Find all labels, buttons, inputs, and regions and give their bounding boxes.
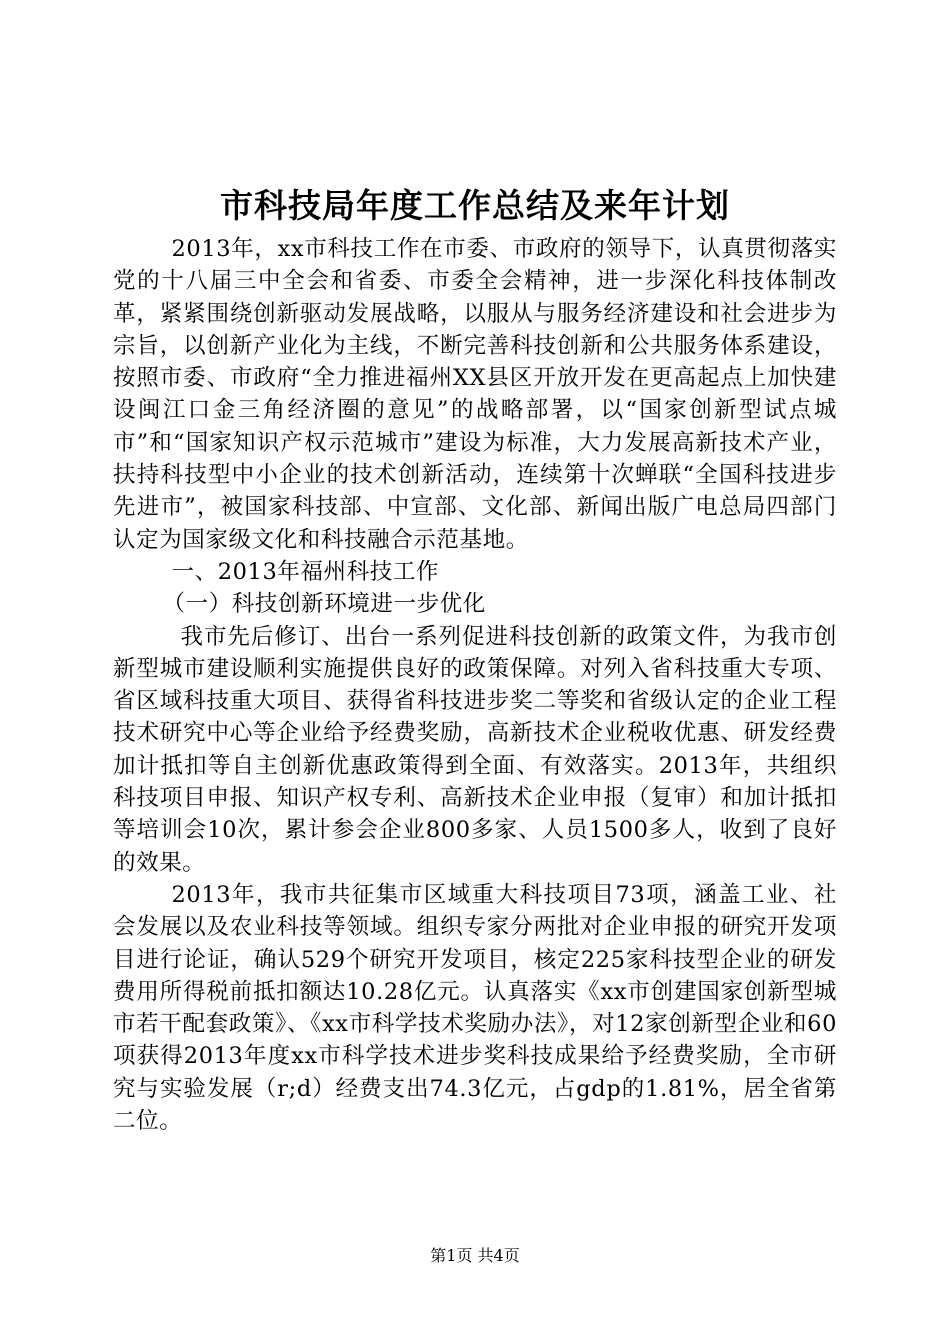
subsection-heading: （一）科技创新环境进一步优化: [162, 591, 486, 618]
document-body: [113, 233, 837, 1137]
body-paragraph: 2013年，我市共征集市区域重大科技项目73项，涵盖工业、社会发展以及农业科技等领域。组织专家分两批对企业申报的研究开发项目进行论证，确认529个研究开发项目，核定225家科技型企业的研发费用所得税前抵扣额达10.28亿元。认真落实《xx市创建国家创新型城市若干配套政策》、《xx市科学技术奖励办法》，对12家创新型企业和60项获得2013年度xx市科学技术进步奖科技成果给予经费奖励，全市研究与实验发展（r;d）经费支出74.3亿元，占gdp的1.81%，居全省第二位。: [113, 881, 837, 1135]
section-heading: 一、2013年福州科技工作: [171, 558, 440, 585]
document-title: 市科技局年度工作总结及来年计划: [220, 186, 730, 225]
body-paragraph: 我市先后修订、出台一系列促进科技创新的政策文件，为我市创新型城市建设顺利实施提供良好的政策保障。对列入省科技重大专项、省区域科技重大项目、获得省科技进步奖二等奖和省级认定的企业工程技术研究中心等企业给予经费奖励，高新技术企业税收优惠、研发经费加计抵扣等自主创新优惠政策得到全面、有效落实。2013年，共组织科技项目申报、知识产权专利、高新技术企业申报（复审）和加计抵扣等培训会10次，累计参会企业800多家、人员1500多人，收到了良好的效果。: [113, 623, 837, 876]
page-footer: 第1页 共4页: [430, 1246, 520, 1265]
intro-paragraph: 2013年，xx市科技工作在市委、市政府的领导下，认真贯彻落实党的十八届三中全会和省委、市委全会精神，进一步深化科技体制改革，紧紧围绕创新驱动发展战略，以服从与服务经济建设和社会进步为宗旨，以创新产业化为主线，不断完善科技创新和公共服务体系建设，按照市委、市政府“全力推进福州XX县区开放开发在更高起点上加快建设闽江口金三角经济圈的意见”的战略部署，以“国家创新型试点城市”和“国家知识产权示范城市”建设为标准，大力发展高新技术产业，扶持科技型中小企业的技术创新活动，连续第十次蝉联“全国科技进步先进市”，被国家科技部、中宣部、文化部、新闻出版广电总局四部门认定为国家级文化和科技融合示范基地。: [113, 236, 837, 553]
